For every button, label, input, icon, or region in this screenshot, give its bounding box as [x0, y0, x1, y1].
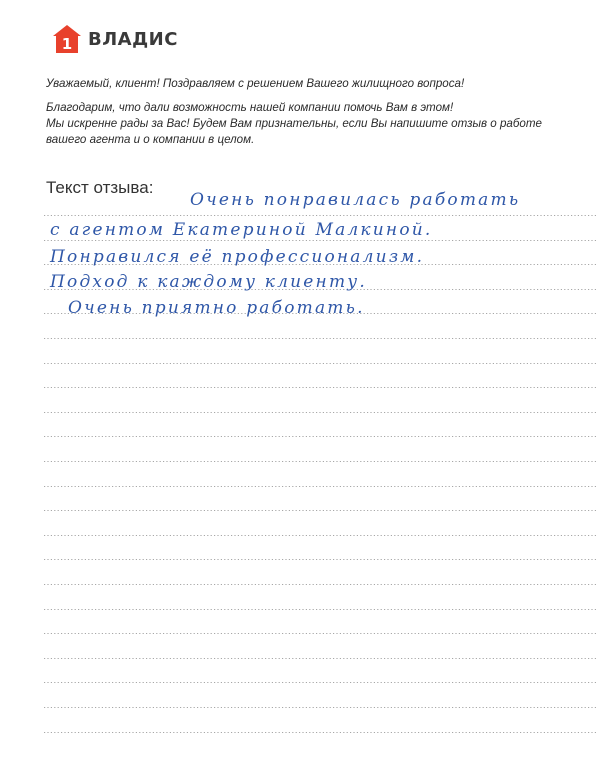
request-line: Мы искренне рады за Вас! Будем Вам признательны, если Вы напишите отзыв о работе [46, 117, 542, 130]
thanks-line: Благодарим, что дали возможность нашей компании помочь Вам в этом! [46, 101, 454, 114]
brand-name: ВЛАДИС [88, 28, 178, 50]
handwritten-line: Очень понравилась работать [190, 190, 521, 210]
intro-text [46, 76, 576, 148]
svg-text:1: 1 [61, 35, 73, 53]
handwritten-line: Понравился её профессионализм. [50, 247, 425, 267]
greeting-line: Уважаемый, клиент! Поздравляем с решением Вашего жилищного вопроса! [46, 77, 465, 90]
review-label: Текст отзыва: [46, 178, 154, 197]
handwritten-line: с агентом Екатериной Малкиной. [50, 220, 433, 240]
house-icon [52, 24, 82, 54]
handwritten-line: Очень приятно работать. [68, 298, 365, 318]
brand-logo [52, 24, 178, 54]
handwritten-line: Подход к каждому клиенту. [50, 272, 367, 292]
request-line-continued: вашего агента и о компании в целом. [46, 133, 255, 146]
